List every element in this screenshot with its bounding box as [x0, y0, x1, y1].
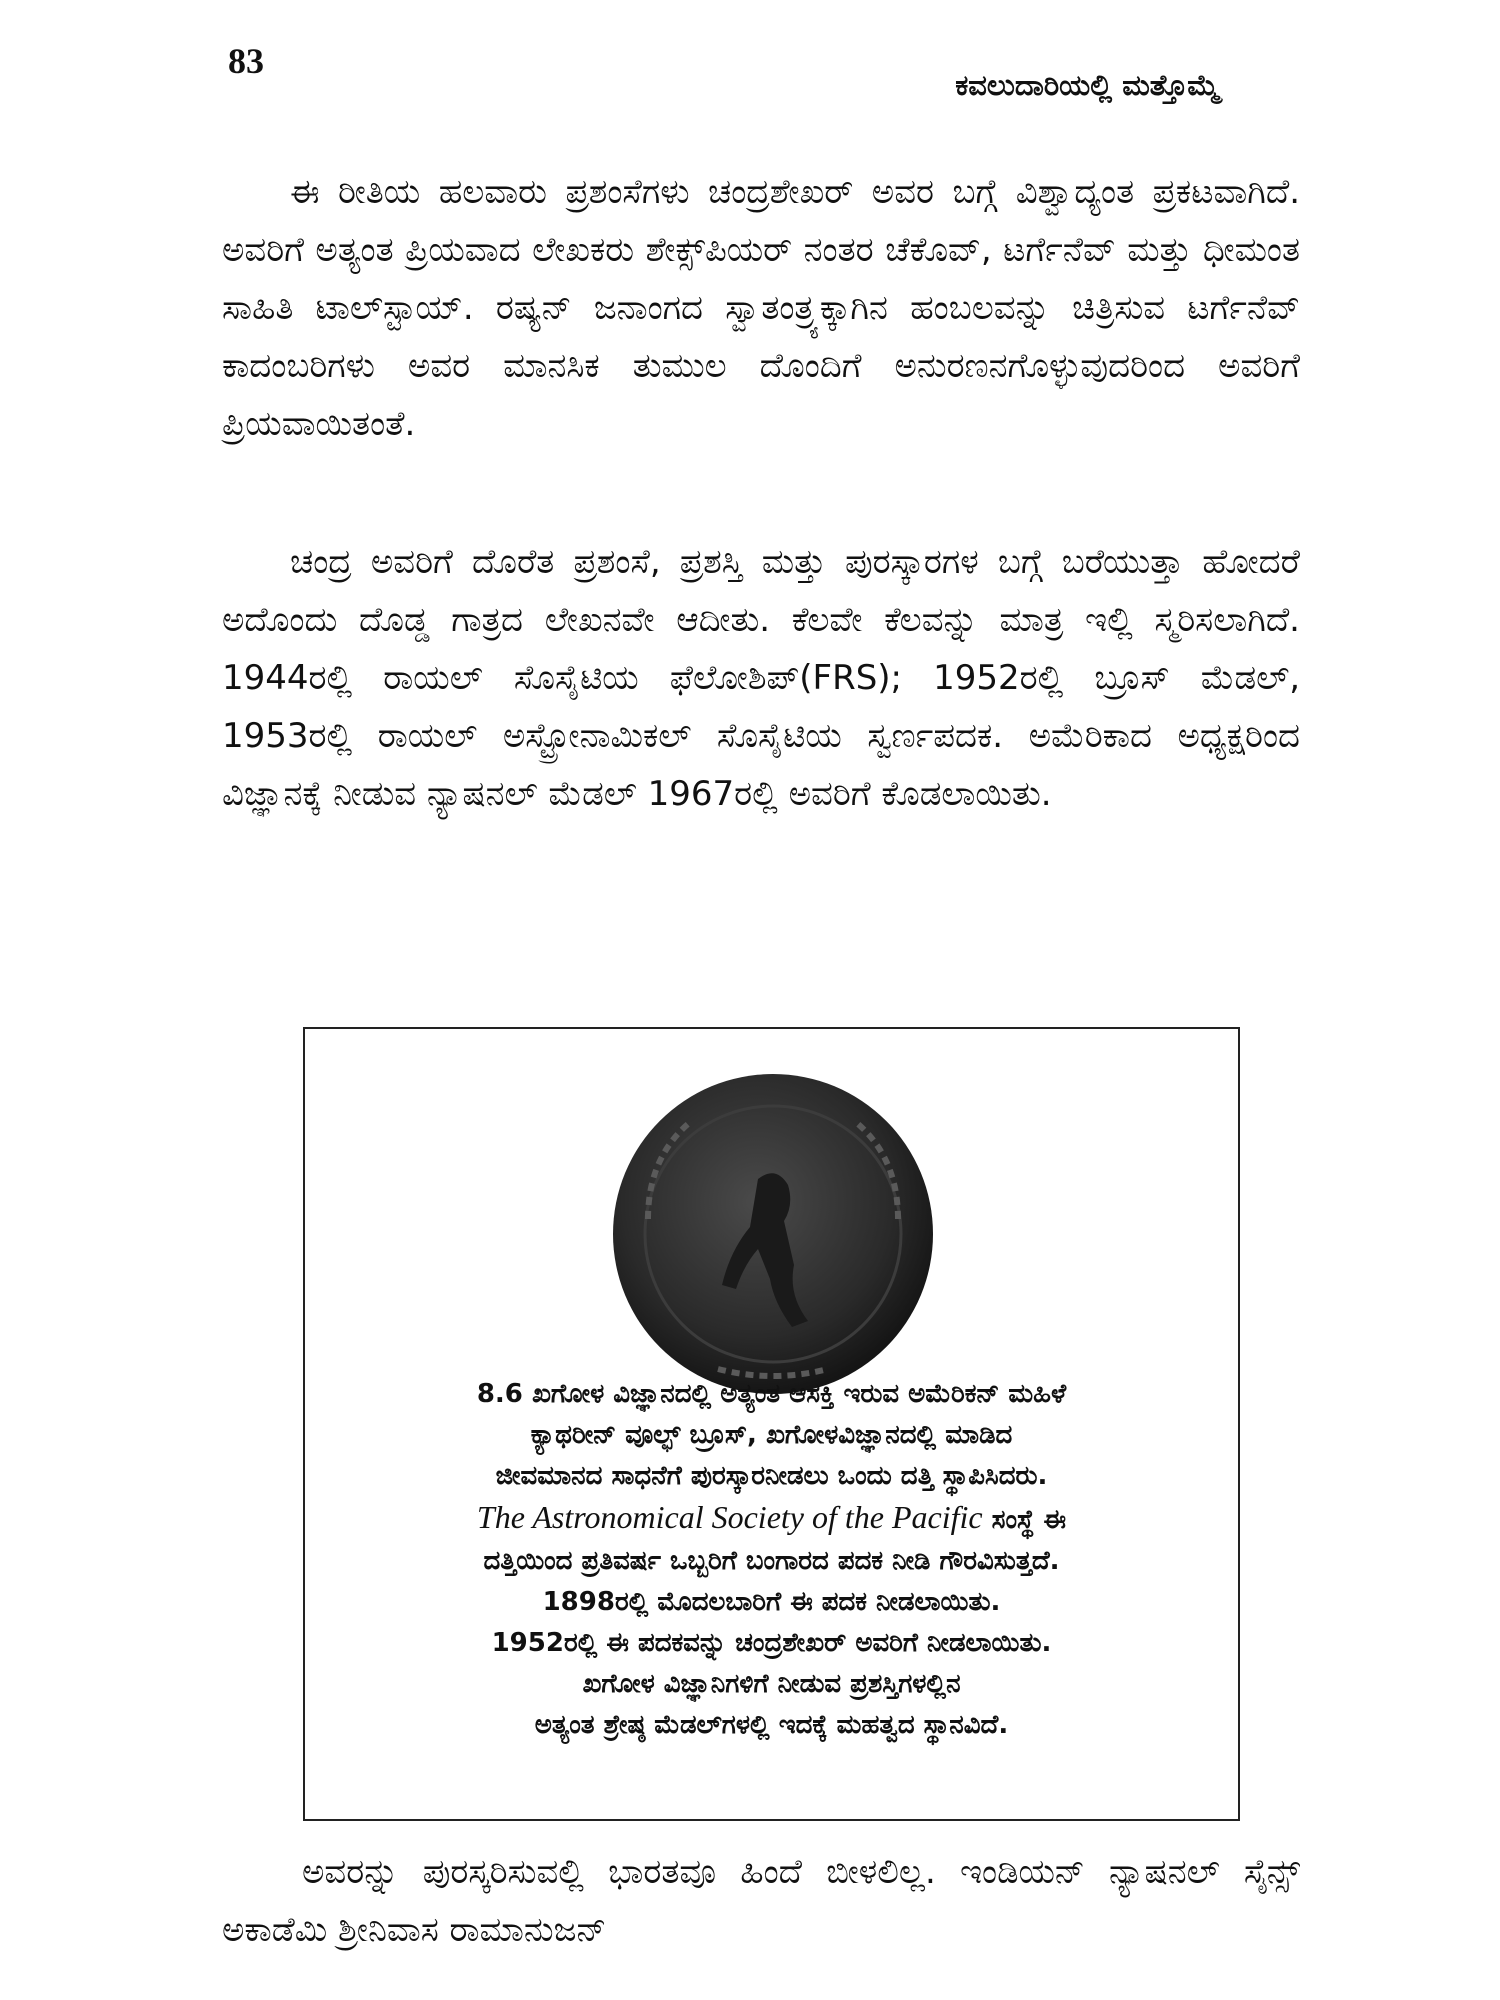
society-suffix: ಸಂಸ್ಥೆ ಈ [982, 1505, 1067, 1535]
caption-line: ದತ್ತಿಯಿಂದ ಪ್ರತಿವರ್ಷ ಒಬ್ಬರಿಗೆ ಬಂಗಾರದ ಪದಕ ನೀಡಿ ಗೌರವಿಸುತ್ತದೆ. [483, 1546, 1060, 1576]
caption-line: ಖಗೋಳ ವಿಜ್ಞಾನಿಗಳಿಗೆ ನೀಡುವ ಪ್ರಶಸ್ತಿಗಳಲ್ಲಿನ [582, 1669, 961, 1699]
figure-box [303, 1027, 1240, 1821]
caption-line: 8.6 ಖಗೋಳ ವಿಜ್ಞಾನದಲ್ಲಿ ಅತ್ಯಂತ ಆಸಕ್ತಿ ಇರುವ ಅಮೆರಿಕನ್ ಮಹಿಳೆ [476, 1379, 1067, 1409]
paragraph-2: ಚಂದ್ರ ಅವರಿಗೆ ದೊರೆತ ಪ್ರಶಂಸೆ, ಪ್ರಶಸ್ತಿ ಮತ್ತು ಪುರಸ್ಕಾರಗಳ ಬಗ್ಗೆ ಬರೆಯುತ್ತಾ ಹೋದರೆ ಅದೊಂದು ದೊಡ್ಡ ಗಾತ್ರದ ಲೇಖನವೇ ಆದೀತು. ಕೆಲವೇ ಕೆಲವನ್ನು ಮಾತ್ರ ಇಲ್ಲಿ ಸ್ಮರಿಸಲಾಗಿದೆ. 1944ರಲ್ಲಿ ರಾಯಲ್ ಸೊಸೈಟಿಯ ಫೆಲೋಶಿಪ್(FRS); 1952ರಲ್ಲಿ ಬ್ರೂಸ್ ಮೆಡಲ್, 1953ರಲ್ಲಿ ರಾಯಲ್ ಅಸ್ಟ್ರೋನಾಮಿಕಲ್ ಸೊಸೈಟಿಯ ಸ್ವರ್ಣಪದಕ. ಅಮೆರಿಕಾದ ಅಧ್ಯಕ್ಷರಿಂದ ವಿಜ್ಞಾನಕ್ಕೆ ನೀಡುವ ನ್ಯಾಷನಲ್ ಮೆಡಲ್ 1967ರಲ್ಲಿ ಅವರಿಗೆ ಕೊಡಲಾಯಿತು. [222, 542, 1300, 814]
caption-line: 1952ರಲ್ಲಿ ಈ ಪದಕವನ್ನು ಚಂದ್ರಶೇಖರ್ ಅವರಿಗೆ ನೀಡಲಾಯಿತು. [491, 1628, 1052, 1658]
page-number: 83 [228, 41, 264, 81]
figure-caption [325, 1374, 1218, 1746]
caption-line: 1898ರಲ್ಲಿ ಮೊದಲಬಾರಿಗೆ ಈ ಪದಕ ನೀಡಲಾಯಿತು. [542, 1587, 1001, 1617]
caption-line: ಕ್ಯಾಥರೀನ್ ವೂಲ್ಫ್ ಬ್ರೂಸ್, ಖಗೋಳವಿಜ್ಞಾನದಲ್ಲಿ ಮಾಡಿದ [530, 1420, 1013, 1450]
caption-line: ಜೀವಮಾನದ ಸಾಧನೆಗೆ ಪುರಸ್ಕಾರನೀಡಲು ಒಂದು ದತ್ತಿ ಸ್ಥಾಪಿಸಿದರು. [495, 1461, 1048, 1491]
paragraph-1: ಈ ರೀತಿಯ ಹಲವಾರು ಪ್ರಶಂಸೆಗಳು ಚಂದ್ರಶೇಖರ್ ಅವರ ಬಗ್ಗೆ ವಿಶ್ವಾದ್ಯಂತ ಪ್ರಕಟವಾಗಿದೆ. ಅವರಿಗೆ ಅತ್ಯಂತ ಪ್ರಿಯವಾದ ಲೇಖಕರು ಶೇಕ್ಸ್‌ಪಿಯರ್ ನಂತರ ಚೆಕೊವ್, ಟರ್ಗೆನೆವ್ ಮತ್ತು ಧೀಮಂತ ಸಾಹಿತಿ ಟಾಲ್‌ಸ್ಟಾಯ್. ರಷ್ಯನ್ ಜನಾಂಗದ ಸ್ವಾತಂತ್ರ್ಯಕ್ಕಾಗಿನ ಹಂಬಲವನ್ನು ಚಿತ್ರಿಸುವ ಟರ್ಗೆನೆವ್ ಕಾದಂಬರಿಗಳು ಅವರ ಮಾನಸಿಕ ತುಮುಲ ದೊಂದಿಗೆ ಅನುರಣನಗೊಳ್ಳುವುದರಿಂದ ಅವರಿಗೆ ಪ್ರಿಯವಾಯಿತಂತೆ. [222, 172, 1300, 444]
medal-image [608, 1069, 938, 1399]
caption-line: ಅತ್ಯಂತ ಶ್ರೇಷ್ಠ ಮೆಡಲ್‌ಗಳಲ್ಲಿ ಇದಕ್ಕೆ ಮಹತ್ವದ ಸ್ಥಾನವಿದೆ. [534, 1710, 1009, 1740]
caption-line-society [325, 1497, 1218, 1541]
running-head: ಕವಲುದಾರಿಯಲ್ಲಿ ಮತ್ತೊಮ್ಮೆ [955, 68, 1220, 102]
paragraph-3: ಅವರನ್ನು ಪುರಸ್ಕರಿಸುವಲ್ಲಿ ಭಾರತವೂ ಹಿಂದೆ ಬೀಳಲಿಲ್ಲ. ಇಂಡಿಯನ್ ನ್ಯಾಷನಲ್ ಸೈನ್ಸ್ ಅಕಾಡೆಮಿ ಶ್ರೀನಿವಾಸ ರಾಮಾನುಜನ್ [222, 1852, 1300, 1950]
society-name: The Astronomical Society of the Pacific [476, 1499, 983, 1535]
